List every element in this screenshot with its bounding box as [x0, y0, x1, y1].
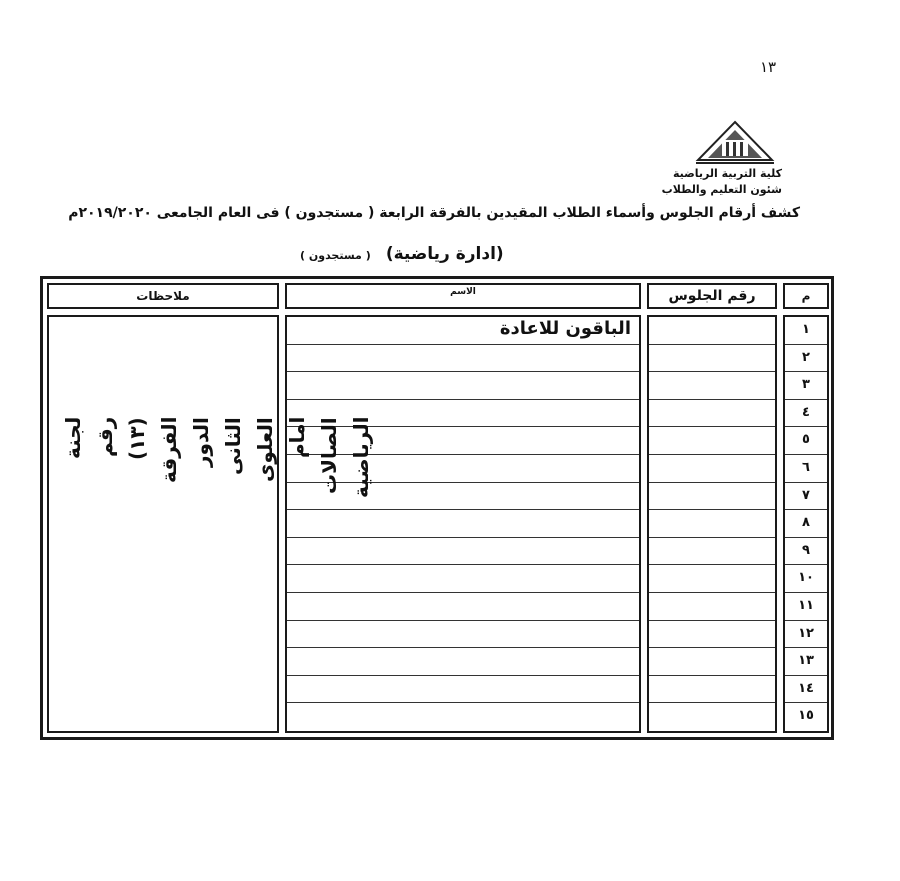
table-row [785, 703, 827, 731]
committee-note-line1: لجنة رقم (١٣) الفرقة الدور الثانى العلوى امام [61, 417, 309, 484]
subtitle-sub: ( مستجدون ) [300, 249, 371, 262]
notes-column [47, 315, 373, 733]
committee-note [57, 417, 373, 499]
row-number: ٣ [802, 377, 810, 393]
university-logo [692, 120, 778, 166]
name-column [285, 315, 641, 733]
seat-cell [649, 648, 775, 676]
table-row [785, 565, 827, 593]
seat-cell [649, 593, 775, 621]
name-cell [287, 593, 639, 621]
seat-cell [649, 483, 775, 511]
department-name: شئون التعليم والطلاب [661, 183, 782, 196]
seat-cell [649, 455, 775, 483]
seat-cell [649, 538, 775, 566]
seat-cell [649, 703, 775, 731]
subtitle-main: (ادارة رياضية) [385, 244, 504, 264]
table-row [785, 510, 827, 538]
name-cell [287, 538, 639, 566]
seat-cell [649, 565, 775, 593]
row-number: ٩ [802, 542, 810, 558]
header-notes: ملاحظات [47, 283, 279, 309]
row-number: ١ [802, 322, 810, 337]
seat-cell [649, 676, 775, 704]
header-seat-number: رقم الجلوس [647, 283, 777, 309]
table-row [785, 427, 827, 455]
header-name: الاسم [285, 283, 641, 309]
index-column [783, 315, 829, 733]
row-number: ٨ [802, 515, 810, 531]
table-row [785, 538, 827, 566]
table-row [785, 317, 827, 345]
page-number: ١٣ [760, 58, 777, 76]
seat-cell [649, 372, 775, 400]
table-row [785, 676, 827, 704]
seat-cell [649, 400, 775, 428]
seat-cell [649, 427, 775, 455]
row-number: ٤ [802, 404, 810, 420]
row-number: ١٥ [798, 708, 814, 724]
name-cell [287, 676, 639, 704]
table-row [785, 372, 827, 400]
table-row [785, 345, 827, 373]
name-cell [287, 621, 639, 649]
seat-number-column [647, 315, 777, 733]
row-number: ١٠ [798, 570, 814, 586]
document-subtitle [300, 244, 504, 264]
row-number: ١٢ [798, 625, 814, 641]
seat-cell [649, 621, 775, 649]
name-cell [287, 703, 639, 731]
seat-cell [649, 510, 775, 538]
table-row [785, 455, 827, 483]
name-cell [287, 345, 639, 373]
seat-cell [649, 345, 775, 373]
name-cell [287, 648, 639, 676]
row-number: ٧ [802, 487, 810, 503]
row-number: ١٣ [798, 653, 814, 669]
table-row [785, 593, 827, 621]
name-cell [287, 317, 639, 345]
row-number: ٥ [802, 432, 810, 448]
students-table [40, 276, 834, 740]
student-name: الباقون للاعادة [499, 318, 631, 339]
table-row [785, 621, 827, 649]
row-number: ٢ [802, 349, 810, 365]
name-cell [287, 510, 639, 538]
committee-note-line2: الصالات الرياضية [317, 417, 373, 499]
row-number: ١٤ [798, 680, 814, 696]
table-row [785, 400, 827, 428]
name-cell [287, 372, 639, 400]
document-title: كشف أرقام الجلوس وأسماء الطلاب المقيدين بالفرقة الرابعة ( مستجدون ) فى العام الجامعى ٢٠١٩/٢٠٢٠م [68, 205, 800, 221]
table-row [785, 483, 827, 511]
row-number: ٦ [802, 459, 810, 475]
college-name: كلية التربية الرياضية [672, 167, 782, 180]
seat-cell [649, 317, 775, 345]
table-row [785, 648, 827, 676]
header-index: م [783, 283, 829, 309]
name-cell [287, 565, 639, 593]
row-number: ١١ [798, 597, 814, 613]
